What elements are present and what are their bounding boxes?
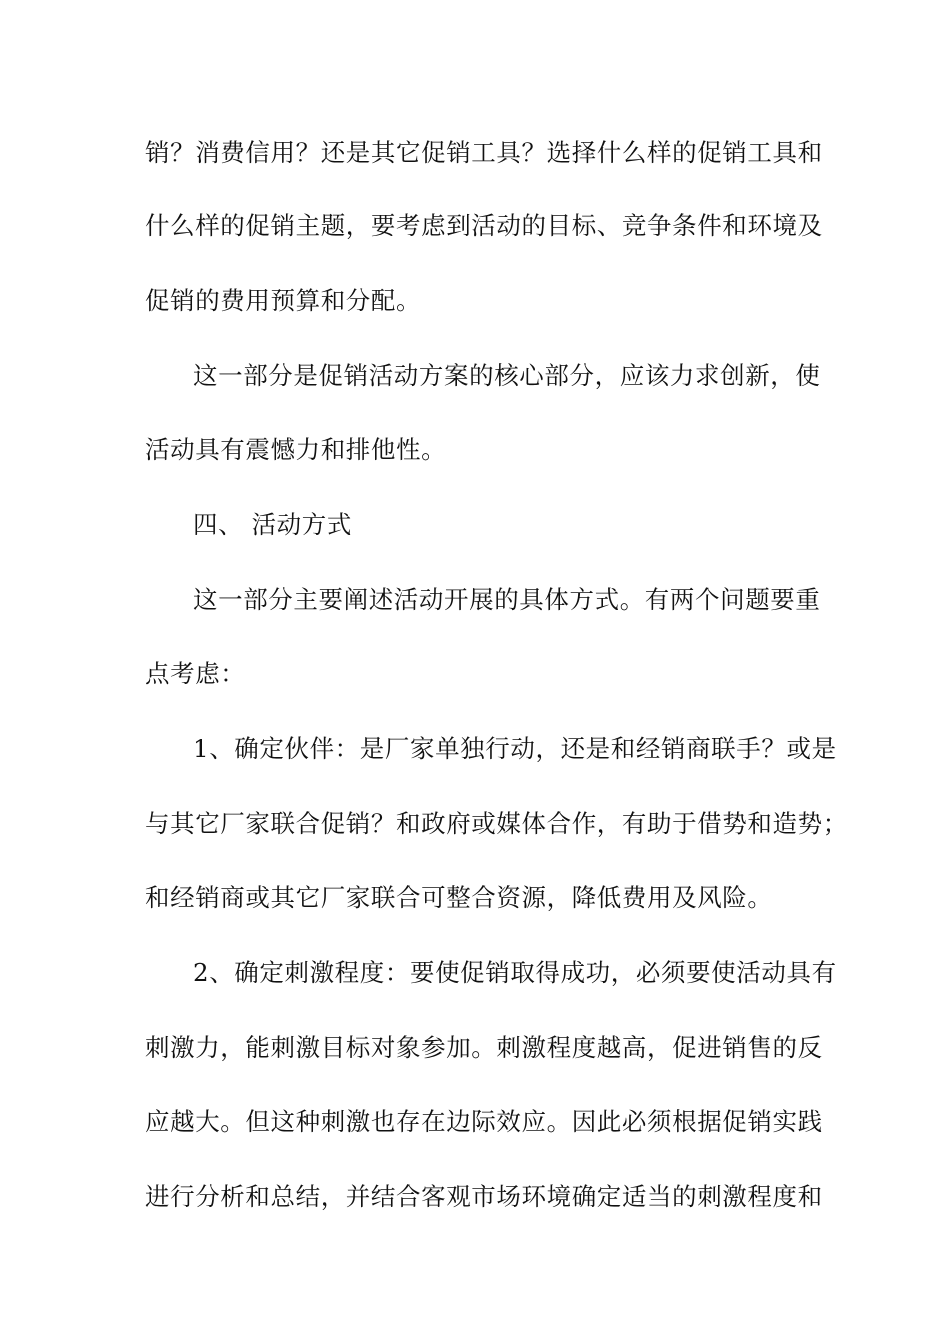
text-line: 点考虑： [145,659,246,688]
text-line: 活动具有震憾力和排他性。 [145,435,447,464]
text-line: 进行分析和总结，并结合客观市场环境确定适当的刺激程度和 [145,1182,823,1211]
paragraph-first-line: 这一部分是促销活动方案的核心部分，应该力求创新，使 [193,361,821,390]
text-line: 与其它厂家联合促销？和政府或媒体合作，有助于借势和造势； [145,809,848,838]
list-item-first-line: 2、确定刺激程度：要使促销取得成功，必须要使活动具有 [193,958,837,987]
text-line: 促销的费用预算和分配。 [145,286,422,315]
text-line: 什么样的促销主题，要考虑到活动的目标、竞争条件和环境及 [145,211,823,240]
text-line: 应越大。但这种刺激也存在边际效应。因此必须根据促销实践 [145,1107,823,1136]
text-line: 刺激力，能刺激目标对象参加。刺激程度越高，促进销售的反 [145,1033,823,1062]
section-heading: 四、 活动方式 [193,510,352,539]
text-line: 和经销商或其它厂家联合可整合资源，降低费用及风险。 [145,883,773,912]
text-line: 销？消费信用？还是其它促销工具？选择什么样的促销工具和 [145,138,823,167]
list-item-first-line: 1、确定伙伴：是厂家单独行动，还是和经销商联手？或是 [193,734,837,763]
paragraph-first-line: 这一部分主要阐述活动开展的具体方式。有两个问题要重 [193,585,821,614]
